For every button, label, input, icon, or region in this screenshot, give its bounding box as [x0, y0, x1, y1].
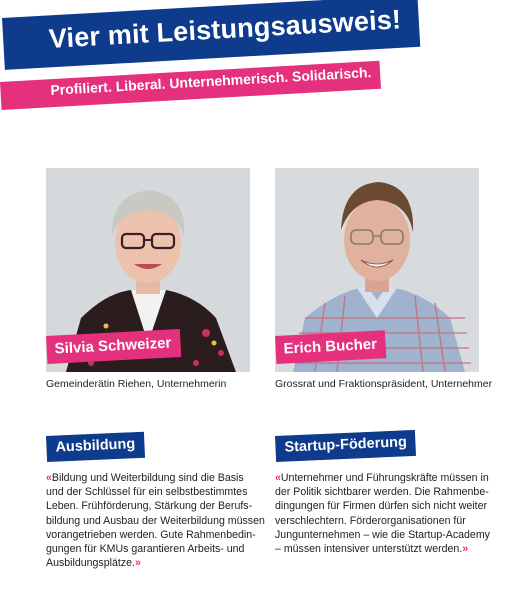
quote-line [46, 556, 258, 570]
quote-line: vorangetrieben werden. Gute Rahmenbedin- [46, 528, 256, 541]
page-subtitle: Profiliert. Liberal. Unternehmerisch. Solidarisch. [50, 64, 372, 98]
quote-text: Bildung und Weiterbildung sind die Basis [51, 472, 244, 484]
quote-line: und der Schlüssel für ein selbstbestimmtes [46, 486, 248, 499]
quote-text: Unternehmer und Führungskräfte müssen in [280, 472, 489, 484]
quote-text: – müssen intensiver unterstützt werden. [275, 543, 463, 556]
candidate-name-tag: Silvia Schweizer [46, 329, 181, 364]
quote-line: Leben. Frühförderung, Stärkung der Berufs- [46, 500, 253, 513]
quote-line [275, 542, 497, 556]
quote-line: verschlechtern. Förderorganisationen für [275, 514, 466, 527]
quote-line [275, 471, 497, 485]
quote-line [46, 471, 258, 485]
candidate-quote [46, 471, 265, 570]
quote-close-mark: » [462, 543, 469, 556]
quote-close-mark: » [134, 557, 141, 570]
quote-line: der Politik sichtbarer werden. Die Rahmenbe- [275, 486, 489, 499]
quote-line: Jungunternehmen – wie die Startup-Academy [275, 528, 490, 541]
quote-open-mark: « [275, 472, 281, 484]
candidate-role: Grossrat und Fraktionspräsident, Unternehmer [275, 378, 493, 390]
quote-line: bildung und Ausbau der Weiterbildung müssen [46, 514, 265, 527]
quote-line: gungen für KMUs garantieren Arbeits- und [46, 543, 245, 556]
topic-heading: Startup-Föderung [275, 430, 416, 462]
candidate-quote [275, 471, 497, 556]
quote-open-mark: « [46, 472, 52, 484]
topic-heading: Ausbildung [46, 432, 145, 462]
quote-text: Ausbildungsplätze. [46, 557, 135, 570]
candidate-name-tag: Erich Bucher [275, 330, 387, 364]
quote-line: dingungen für Firmen dürfen sich nicht weiter [275, 500, 487, 513]
page-title: Vier mit Leistungsausweis! [48, 4, 402, 54]
candidate-role: Gemeinderätin Riehen, Unternehmerin [46, 378, 227, 390]
